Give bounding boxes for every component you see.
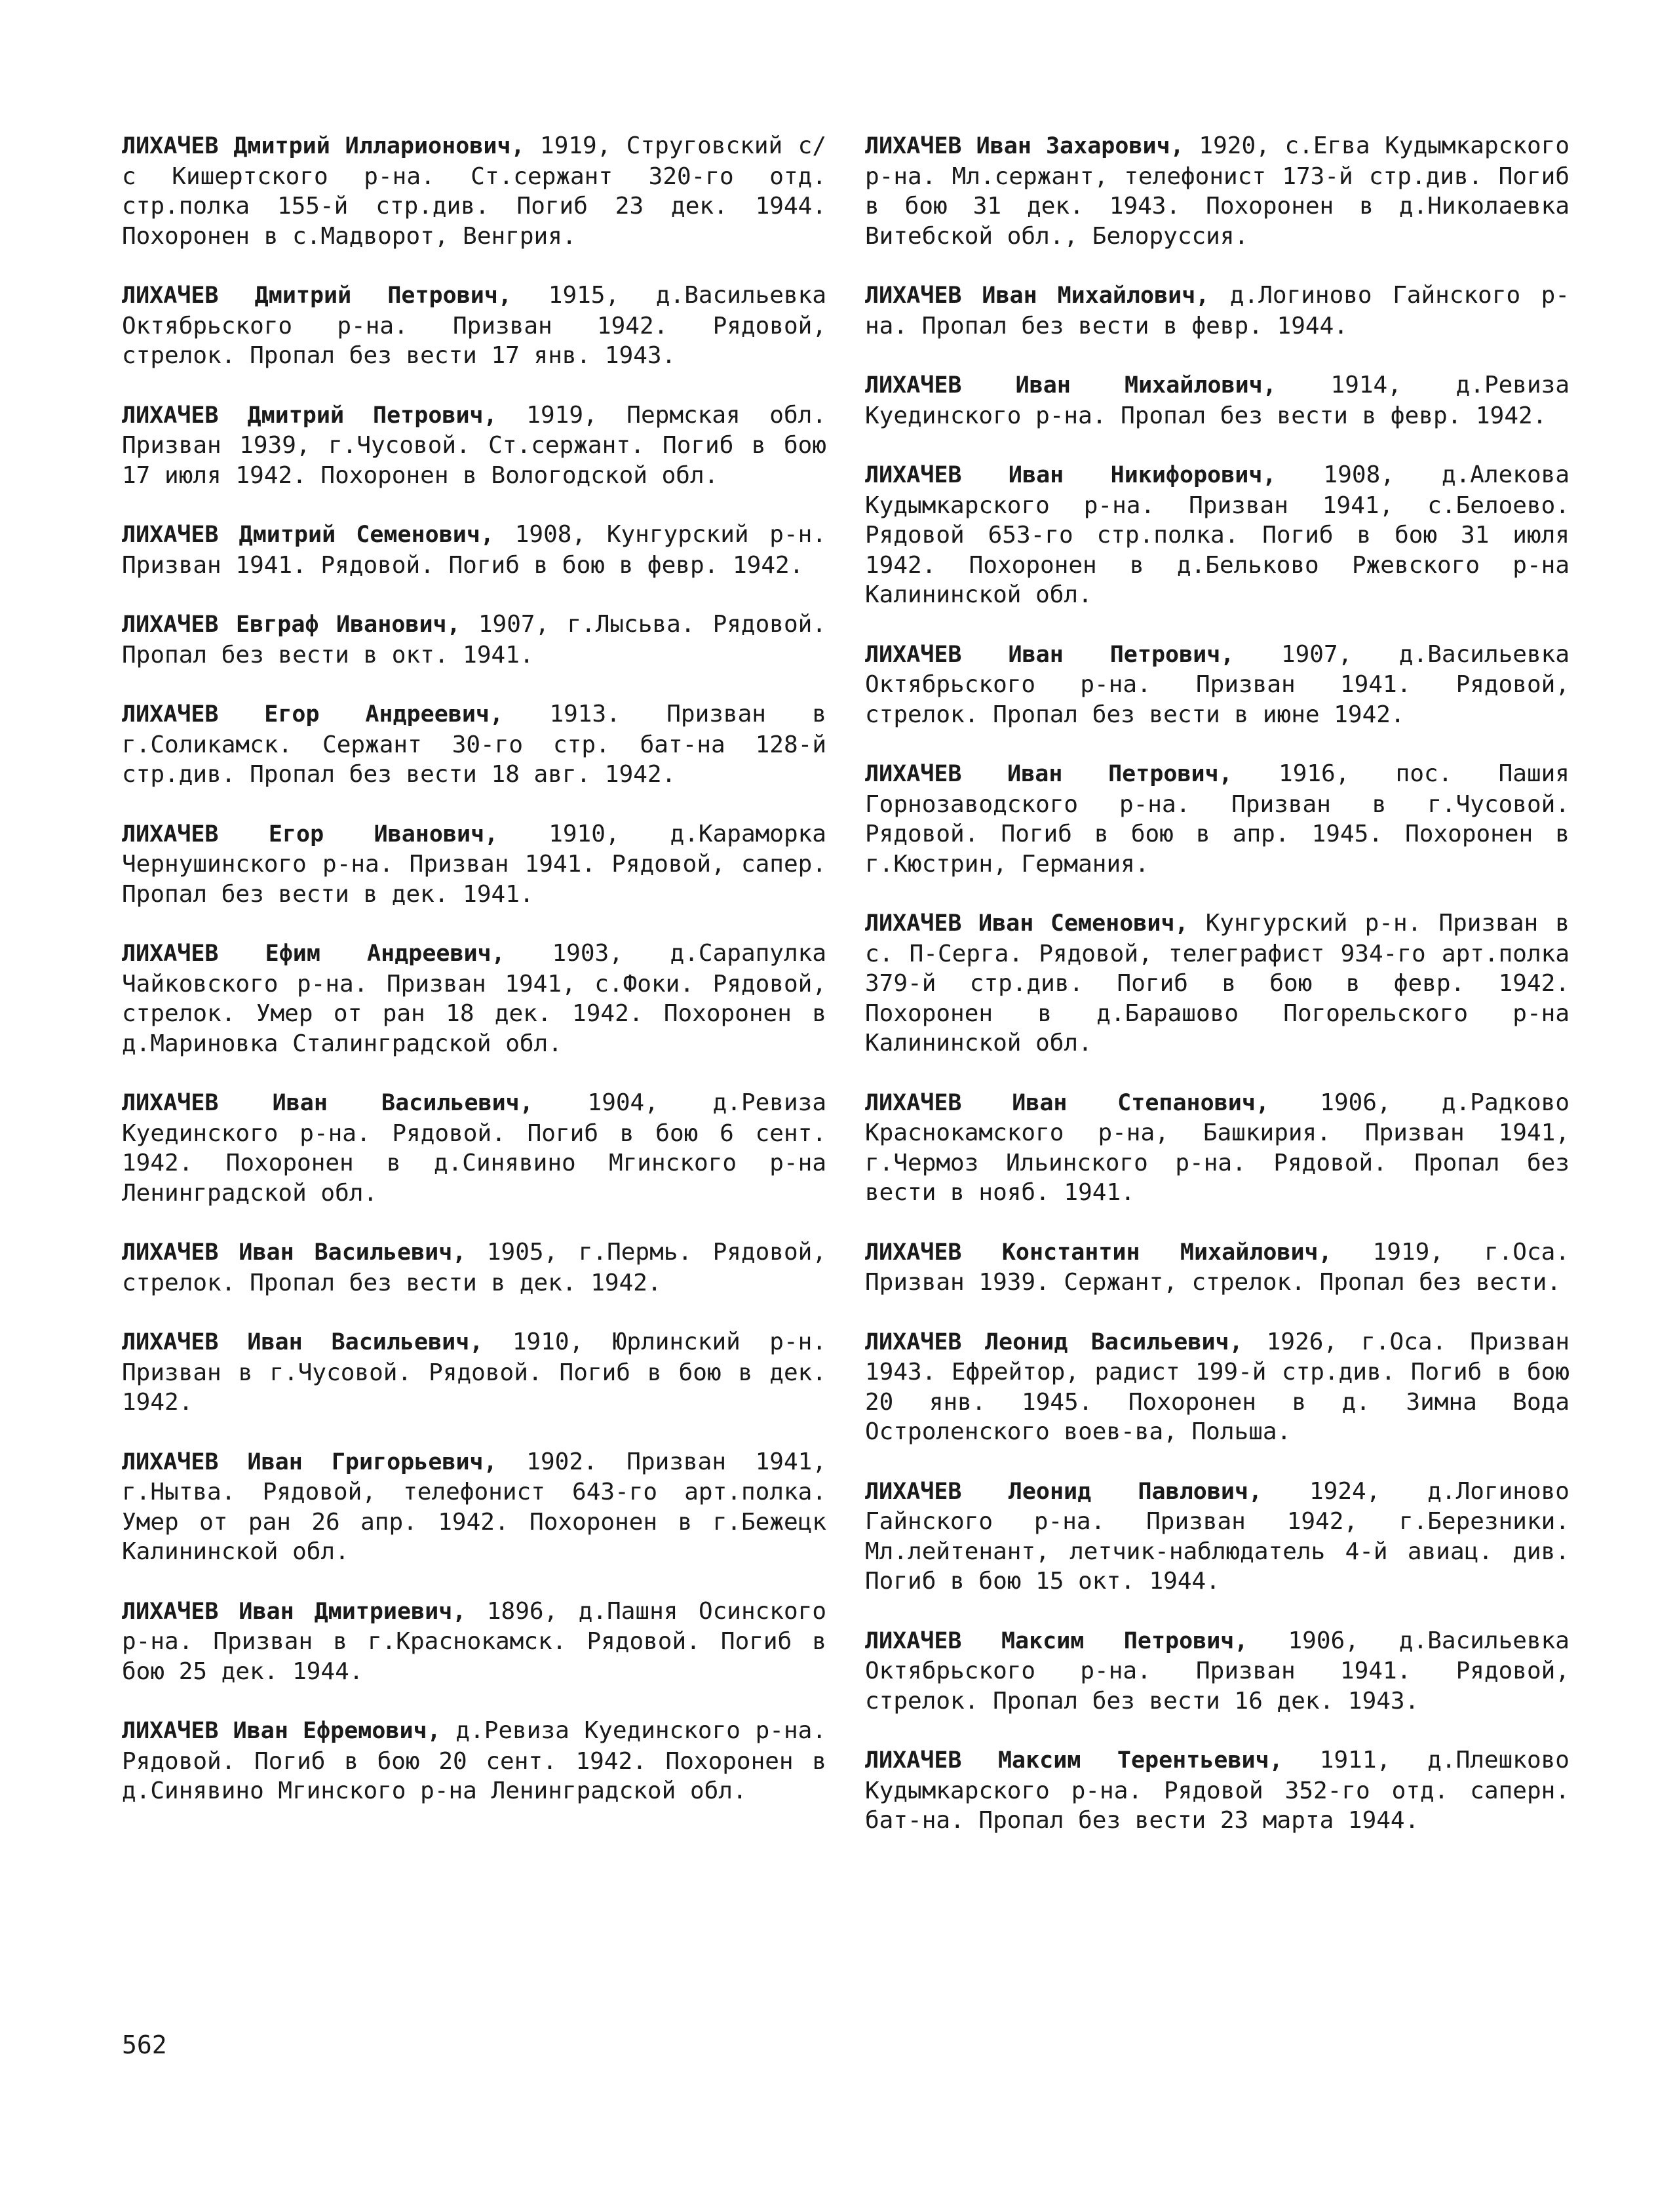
entry-text: 1926, г.Оса. Призван 1943. Ефрейтор, радист 199-й стр.див. Погиб в бою 20 янв. 1945. Похоронен в д. Зимна Вода Остроленского воев-ва, Польша. [865, 1328, 1569, 1445]
entry-text: 1911, д.Плешково Кудымкарского р-на. Рядовой 352-го отд. саперн. бат-на. Пропал без вести 23 марта 1944. [865, 1747, 1569, 1834]
entry-name: ЛИХАЧЕВ Иван Михайлович, [865, 282, 1210, 309]
entry-name: ЛИХАЧЕВ Леонид Васильевич, [865, 1329, 1243, 1355]
entry-text: 1919, Пермская обл. Призван 1939, г.Чусовой. Ст.сержант. Погиб в бою 17 июля 1942. Похоронен в Вологодской обл. [122, 401, 826, 489]
entry-text: 1906, д.Радково Краснокамского р-на, Башкирия. Призван 1941, г.Чермоз Ильинского р-на. Рядовой. Пропал без вести в нояб. 1941. [865, 1089, 1569, 1206]
left-column [122, 131, 826, 1836]
entry-text: 1896, д.Пашня Осинского р-на. Призван в г.Краснокамск. Рядовой. Погиб в бою 25 дек. 1944. [122, 1597, 827, 1685]
entry-name: ЛИХАЧЕВ Евграф Иванович, [122, 611, 461, 638]
biography-entry [865, 1327, 1569, 1447]
biography-entry [865, 1088, 1569, 1208]
entry-name: ЛИХАЧЕВ Иван Михайлович, [865, 372, 1277, 398]
entry-name: ЛИХАЧЕВ Максим Терентьевич, [865, 1747, 1283, 1774]
entry-text: 1913. Призван в г.Соликамск. Сержант 30-го стр. бат-на 128-й стр.див. Пропал без вести 18 авг. 1942. [122, 701, 826, 788]
biography-entry [865, 640, 1569, 730]
entry-name: ЛИХАЧЕВ Иван Петрович, [865, 761, 1233, 787]
entry-name: ЛИХАЧЕВ Дмитрий Семенович, [122, 522, 494, 548]
biography-entry [122, 699, 826, 790]
biography-entry [122, 1088, 826, 1208]
biography-entry [865, 1745, 1569, 1836]
entry-text: 1907, г.Лысьва. Рядовой. Пропал без вести в окт. 1941. [122, 611, 826, 669]
biography-entry [865, 370, 1569, 431]
biography-entry [122, 281, 826, 371]
entry-name: ЛИХАЧЕВ Иван Степанович, [865, 1089, 1269, 1116]
entry-text: 1902. Призван 1941, г.Нытва. Рядовой, телефонист 643-го арт.полка. Умер от ран 26 апр. 1942. Похоронен в г.Бежецк Калининской обл. [122, 1448, 826, 1565]
entry-name: ЛИХАЧЕВ Дмитрий Петрович, [122, 402, 497, 429]
entry-text: 1919, г.Оса. Призван 1939. Сержант, стрелок. Пропал без вести. [865, 1238, 1570, 1296]
biography-entry [122, 1716, 826, 1806]
entry-text: 1903, д.Сарапулка Чайковского р-на. Призван 1941, с.Фоки. Рядовой, стрелок. Умер от ран 18 дек. 1942. Похоронен в д.Мариновка Сталинградской обл. [122, 940, 826, 1057]
entry-name: ЛИХАЧЕВ Константин Михайлович, [865, 1239, 1332, 1266]
entry-text: 1908, Кунгурский р-н. Призван 1941. Рядовой. Погиб в бою в февр. 1942. [122, 521, 827, 579]
biography-entry [122, 131, 826, 251]
entry-name: ЛИХАЧЕВ Леонид Павлович, [865, 1478, 1263, 1505]
entry-text: 1908, д.Алекова Кудымкарского р-на. Призван 1941, с.Белоево. Рядовой 653-го стр.полка. Погиб в бою 31 июля 1942. Похоронен в д.Бельково Ржевского р-на Калининской обл. [865, 461, 1570, 608]
biography-entry [865, 131, 1569, 251]
biography-entry [865, 1237, 1569, 1298]
page-number: 562 [122, 2030, 167, 2059]
entry-name: ЛИХАЧЕВ Ефим Андреевич, [122, 941, 505, 967]
entry-name: ЛИХАЧЕВ Иван Ефремович, [122, 1718, 441, 1744]
biography-entry [122, 610, 826, 670]
biography-entry [122, 1327, 826, 1418]
biography-entry [122, 520, 826, 580]
entry-text: д.Ревиза Куединского р-на. Рядовой. Погиб в бою 20 сент. 1942. Похоронен в д.Синявино Мгинского р-на Ленинградской обл. [122, 1717, 826, 1804]
entry-name: ЛИХАЧЕВ Максим Петрович, [865, 1627, 1248, 1654]
biography-entry [122, 1447, 826, 1567]
entry-text: 1914, д.Ревиза Куединского р-на. Пропал без вести в февр. 1942. [865, 372, 1569, 429]
entry-name: ЛИХАЧЕВ Егор Андреевич, [122, 701, 504, 728]
biography-entry [865, 1477, 1569, 1597]
biography-entry [865, 759, 1569, 879]
entry-text: 1920, с.Егва Кудымкарского р-на. Мл.сержант, телефонист 173-й стр.див. Погиб в бою 31 дек. 1943. Похоронен в д.Николаевка Витебской обл., Белоруссия. [865, 132, 1569, 250]
right-column [865, 131, 1569, 1865]
entry-text: 1919, Струговский с/с Кишертского р-на. Ст.сержант 320-го отд. стр.полка 155-й стр.див. Погиб 23 дек. 1944. Похоронен в с.Мадворот, Венгрия. [122, 132, 826, 250]
biography-entry [865, 908, 1569, 1058]
entry-name: ЛИХАЧЕВ Иван Васильевич, [122, 1239, 467, 1266]
entry-text: 1904, д.Ревиза Куединского р-на. Рядовой. Погиб в бою 6 сент. 1942. Похоронен в д.Синявино Мгинского р-на Ленинградской обл. [122, 1089, 826, 1207]
entry-name: ЛИХАЧЕВ Иван Захарович, [865, 133, 1184, 159]
entry-text: Кунгурский р-н. Призван в с. П-Серга. Рядовой, телеграфист 934-го арт.полка 379-й стр.див. Погиб в бою в февр. 1942. Похоронен в д.Барашово Погорельского р-на Калининской обл. [865, 910, 1569, 1057]
entry-text: 1910, Юрлинский р-н. Призван в г.Чусовой. Рядовой. Погиб в бою в дек. 1942. [122, 1329, 826, 1416]
entry-name: ЛИХАЧЕВ Иван Дмитриевич, [122, 1598, 467, 1625]
entry-text: 1905, г.Пермь. Рядовой, стрелок. Пропал без вести в дек. 1942. [122, 1239, 827, 1296]
entry-name: ЛИХАЧЕВ Егор Иванович, [122, 821, 499, 847]
biography-entry [865, 281, 1569, 341]
entry-text: 1907, д.Васильевка Октябрьского р-на. Призван 1941. Рядовой, стрелок. Пропал без вести в июне 1942. [865, 640, 1569, 728]
biography-entry [122, 1237, 826, 1298]
entry-name: ЛИХАЧЕВ Иван Григорьевич, [122, 1448, 497, 1475]
entry-name: ЛИХАЧЕВ Дмитрий Петрович, [122, 282, 512, 309]
entry-text: д.Логиново Гайнского р-на. Пропал без вести в февр. 1944. [865, 282, 1570, 340]
biography-entry [865, 1626, 1569, 1717]
entry-text: 1924, д.Логиново Гайнского р-на. Призван 1942, г.Березники. Мл.лейтенант, летчик-наблюдатель 4-й авиац. див. Погиб в бою 15 окт. 1944. [865, 1477, 1569, 1595]
entry-text: 1915, д.Васильевка Октябрьского р-на. Призван 1942. Рядовой, стрелок. Пропал без вести 17 янв. 1943. [122, 282, 826, 369]
entry-name: ЛИХАЧЕВ Иван Васильевич, [122, 1090, 533, 1116]
biography-entry [122, 400, 826, 491]
entry-text: 1910, д.Караморка Чернушинского р-на. Призван 1941. Рядовой, сапер. Пропал без вести в дек. 1941. [122, 820, 826, 908]
biography-entry [122, 1597, 826, 1687]
entry-name: ЛИХАЧЕВ Иван Семенович, [865, 910, 1189, 937]
entry-text: 1916, пос. Пашия Горнозаводского р-на. Призван в г.Чусовой. Рядовой. Погиб в бою в апр. 1945. Похоронен в г.Кюстрин, Германия. [865, 760, 1569, 878]
entry-text: 1906, д.Васильевка Октябрьского р-на. Призван 1941. Рядовой, стрелок. Пропал без вести 16 дек. 1943. [865, 1627, 1569, 1715]
biography-entry [122, 819, 826, 910]
entry-name: ЛИХАЧЕВ Иван Петрович, [865, 641, 1235, 668]
biography-entry [865, 460, 1569, 610]
entry-name: ЛИХАЧЕВ Иван Никифорович, [865, 462, 1277, 488]
entry-name: ЛИХАЧЕВ Иван Васильевич, [122, 1329, 484, 1355]
entry-name: ЛИХАЧЕВ Дмитрий Илларионович, [122, 133, 525, 159]
biography-entry [122, 939, 826, 1058]
